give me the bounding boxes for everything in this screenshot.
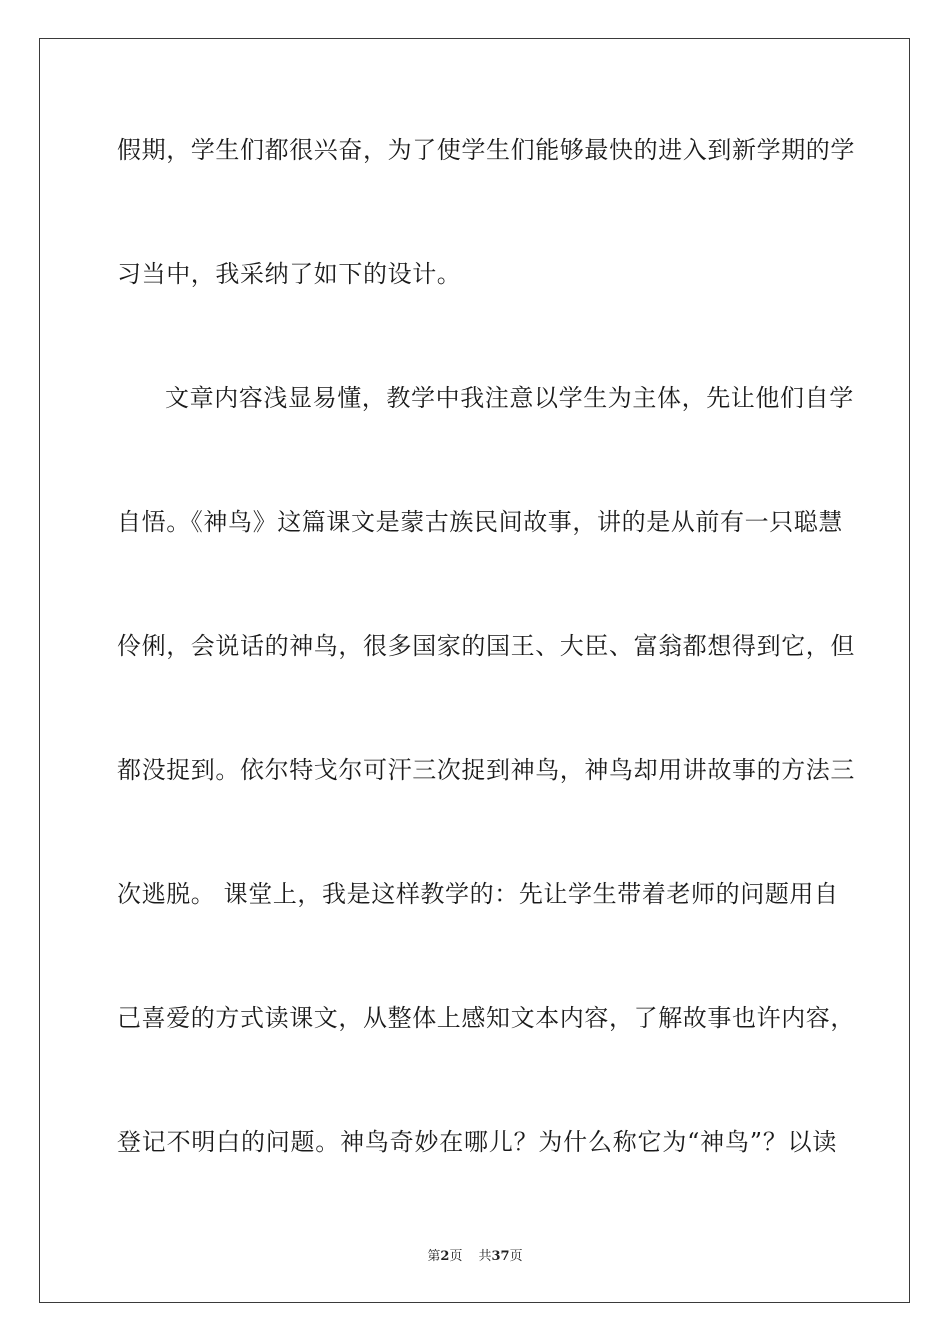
page-prefix: 第 <box>427 1249 441 1264</box>
text-line: 都没捉到。依尔特戈尔可汗三次捉到神鸟，神鸟却用讲故事的方法三 <box>117 756 855 784</box>
text-line: 假期，学生们都很兴奋，为了使学生们能够最快的进入到新学期的学 <box>117 136 855 164</box>
text-line: 自悟。《神鸟》这篇课文是蒙古族民间故事，讲的是从前有一只聪慧 <box>117 508 843 536</box>
text-line: 习当中，我采纳了如下的设计。 <box>117 260 462 288</box>
body-text <box>117 125 855 1241</box>
page-number: 2 <box>440 1249 450 1264</box>
page-suffix: 页 <box>449 1249 463 1264</box>
text-line: 伶俐，会说话的神鸟，很多国家的国王、大臣、富翁都想得到它，但 <box>117 632 855 660</box>
text-line: 己喜爱的方式读课文，从整体上感知文本内容，了解故事也许内容， <box>117 1004 855 1032</box>
page-footer <box>0 1245 950 1264</box>
total-suffix: 页 <box>509 1249 523 1264</box>
paragraph-start-line: 文章内容浅显易懂，教学中我注意以学生为主体，先让他们自学 <box>165 384 854 412</box>
text-line: 登记不明白的问题。神鸟奇妙在哪儿？为什么称它为“神鸟”？以读 <box>117 1128 837 1156</box>
total-pages: 37 <box>491 1249 510 1264</box>
total-prefix: 共 <box>478 1249 492 1264</box>
text-line: 次逃脱。 课堂上，我是这样教学的：先让学生带着老师的问题用自 <box>117 880 839 908</box>
